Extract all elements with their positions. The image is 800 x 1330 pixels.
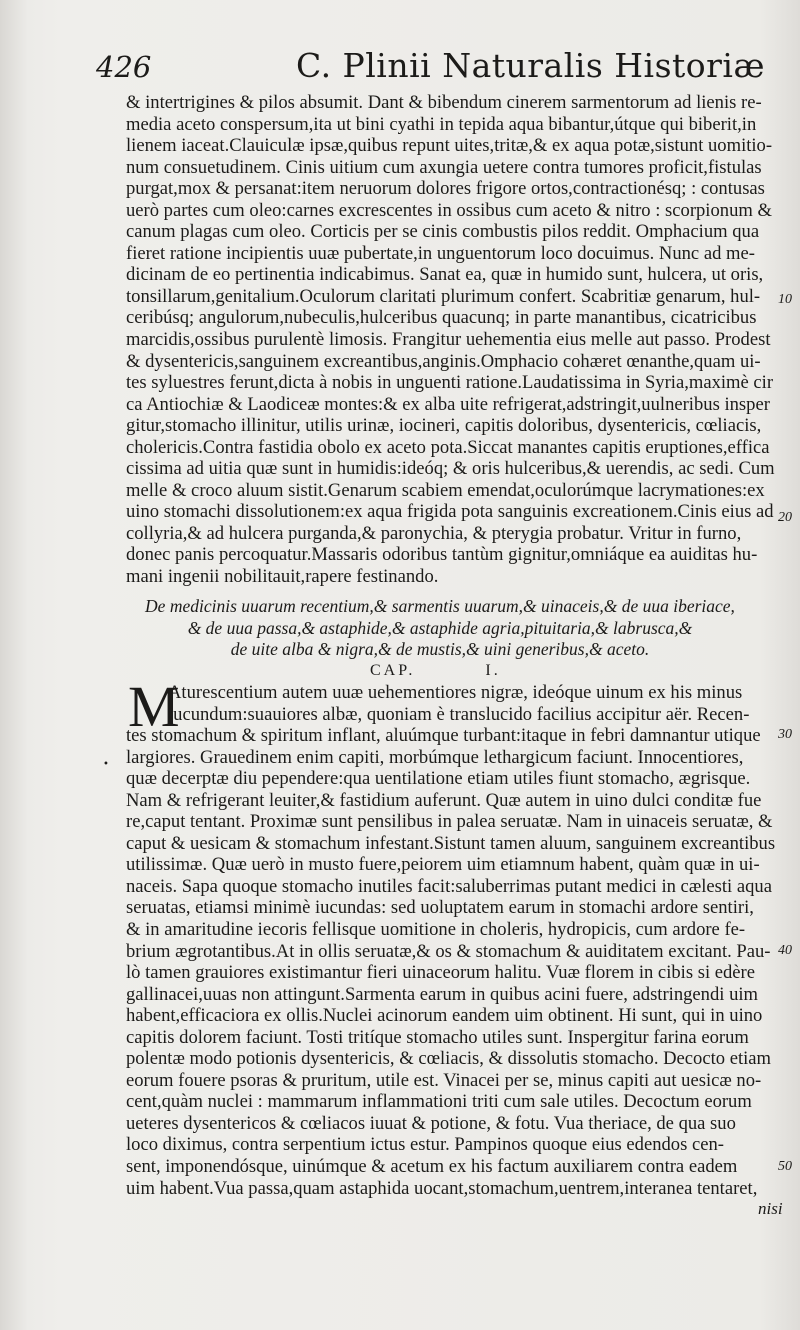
margin-line-number: 40 — [778, 943, 792, 958]
text-line: & intertrigines & pilos absumit. Dant & bibendum cinerem sarmentorum ad lienis re- — [126, 92, 762, 113]
margin-line-number: 10 — [778, 292, 792, 307]
margin-line-number: 30 — [778, 727, 792, 742]
text-line: marcidis,ossibus purulentè limosis. Frangitur uehementia eius melle aut passo. Prodest — [126, 329, 771, 351]
text-line: re,caput tentant. Proximæ sunt pensilibus in palea seruatæ. Nam in uinaceis seruatæ, & — [126, 811, 773, 833]
text-line: & dysentericis,sanguinem excreantibus,anginis.Omphacio cohæret œnanthe,quam ui- — [126, 350, 761, 372]
text-line: uim habent.Vua passa,quam astaphida uocant,stomachum,uentrem,interanea tentaret, — [126, 1177, 758, 1199]
text-line: num consuetudinem. Cinis uitium cum axungia uetere contra tumores proficit,fistulas — [126, 156, 762, 178]
text-line: loco diximus, contra serpentium ictus estur. Pampinos quoque eius edendos cen- — [126, 1134, 724, 1156]
text-line: Aturescentium autem uuæ uehementiores nigræ, ideóque uinum ex his minus — [168, 682, 743, 703]
text-line: naceis. Sapa quoque stomacho inutiles facit:saluberrimas putant medici in cælesti aqua — [126, 875, 772, 897]
text-line: habent,efficaciora ex ollis.Nuclei acinorum eandem uim obtinent. Hi sunt, qui in uino — [126, 1005, 763, 1027]
page-number: 426 — [96, 50, 152, 84]
text-line: brium ægrotantibus.At in ollis seruatæ,& os & stomachum & auiditatem excitant. Pau- — [126, 940, 771, 962]
text-line: gitur,stomacho illinitur, utilis urinæ, iocineri, capitis doloribus, dysentericis, cœliacis, — [126, 415, 762, 437]
text-line: eorum fouere psoras & pruritum, utile est. Vinacei per se, minus capiti aut uesicæ no- — [126, 1069, 762, 1091]
text-line: tes stomachum & spiritum inflant, aluúmque turbant:itaque in febri damnantur utique — [126, 725, 761, 747]
text-line: cholericis.Contra fastidia obolo ex aceto pota.Siccat manantes capitis eruptiones,effica — [126, 436, 770, 458]
margin-dot: • — [103, 759, 109, 770]
text-line: uino stomachi dissolutionem:ex aqua frigida pota sanguinis excreationem.Cinis eius ad — [126, 501, 774, 523]
margin-line-number: 20 — [778, 510, 792, 525]
text-line: uerò partes cum oleo:carnes excrescentes in ossibus cum aceto & nitro : scorpionum & — [126, 199, 772, 221]
text-line: & in amaritudine iecoris fellisque uomitione in choleris, hydropicis, cum ardore fe- — [126, 919, 746, 941]
text-line: Nam & refrigerant leuiter,& fastidium auferunt. Quæ autem in uino dulci conditæ fue — [126, 789, 762, 811]
text-line: melle & croco aluum sistit.Genarum scabiem emendat,oculorúmque lacrymationes:ex — [126, 479, 765, 501]
body-text — [126, 92, 778, 588]
text-line: lienem iaceat.Clauiculæ ipsæ,quibus repunt uites,tritæ,& ex aqua potæ,sistunt uomitio- — [126, 135, 773, 157]
text-line: capitis dolorem faciunt. Tosti tritíque stomacho utiles sunt. Inspergitur farina eorum — [126, 1026, 749, 1048]
text-line: iucundum:suauiores albæ, quoniam è translucido facilius accipitur aër. Recen- — [168, 703, 750, 725]
page-header — [96, 46, 776, 90]
cap-number: I. — [485, 662, 501, 679]
text-line: ceribúsq; angulorum,nubeculis,hulceribus quacunq; in parte manantibus, cicatricibus — [126, 307, 757, 329]
text-line: tes syluestres ferunt,dicta à nobis in unguenti ratione.Laudatissima in Syria,maximè cir — [126, 372, 774, 394]
text-line: ueteres dysentericos & cœliacos iuuat & potione, & fotu. Vua theriace, de qua suo — [126, 1112, 736, 1134]
text-line: media aceto conspersum,ita ut bini cyathi in tepida aqua bibantur,útque qui biberit,in — [126, 113, 757, 135]
text-line: largiores. Grauedinem enim capiti, morbúmque lethargicum faciunt. Innocentiores, — [126, 746, 744, 768]
text-line: gallinacei,uuas non attingunt.Sarmenta earum in quibus acini fuere, adstringendi uim — [126, 983, 759, 1005]
chapter-rubric — [110, 596, 770, 661]
text-line: sent, imponendósque, uinúmque & acetum ex his factum auxiliarem contra eadem — [126, 1156, 738, 1178]
text-line: ca Antiochiæ & Laodiceæ montes:& ex alba uite refrigerat,adstringit,uulneribus insper — [126, 393, 770, 415]
chapter-text — [126, 682, 778, 1199]
text-line: polentæ modo potionis dysentericis, & cœliacis, & dissolutis stomacho. Decocto etiam — [126, 1048, 772, 1070]
chapter-heading — [370, 662, 571, 680]
text-line: dicinam de eo pertinentia indicabimus. Sanat ea, quæ in humido sunt, hulcera, ut oris, — [126, 264, 764, 286]
cap-label: CAP. — [370, 662, 416, 679]
text-line: seruatas, etiamsi minimè iucundas: sed uoluptatem earum in stomachi ardore sentiri, — [126, 897, 754, 919]
text-line: tonsillarum,genitalium.Oculorum claritati plurimum confert. Scabritiæ genarum, hul- — [126, 285, 761, 307]
text-line: utilissimæ. Quæ uerò in musto fuere,peiorem uim etiamnum habent, quàm quæ in ui- — [126, 854, 760, 876]
drop-cap-initial: M — [128, 674, 180, 739]
text-line: lò tamen grauiores existimantur fieri uinaceorum halitu. Vuæ florem in cibis si edère — [126, 962, 756, 984]
text-line: caput & uesicam & stomachum infestant.Sistunt tamen aluum, sanguinem excreantibus — [126, 832, 776, 854]
text-line: cissima ad uitia quæ sunt in humidis:ideóq; & oris hulceribus,& uerendis, ac sedi. Cum — [126, 458, 775, 480]
margin-line-number: 50 — [778, 1159, 792, 1174]
running-title: C. Plinii Naturalis Historiæ — [296, 46, 766, 85]
rubric-line: & de uua passa,& astaphide,& astaphide agria,pituitaria,& labrusca,& — [187, 617, 693, 638]
text-line: donec panis percoquatur.Massaris odoribus tantùm gignitur,omniáque ea auiditas hu- — [126, 544, 758, 566]
text-line: canum plagas cum oleo. Corticis per se cinis combustis pilos reddit. Omphacium qua — [126, 221, 760, 243]
catchword: nisi — [758, 1199, 783, 1218]
text-line: cent,quàm nuclei : mammarum inflammationi triti cum sale utiles. Decoctum eorum — [126, 1091, 752, 1113]
text-line: collyria,& ad hulcera purganda,& paronychia, & pterygia probatur. Vritur in furno, — [126, 522, 742, 544]
text-line: fieret ratione incipientis uuæ pubertate,in unguentorum loco docuimus. Nunc ad me- — [126, 242, 755, 264]
rubric-line: De medicinis uuarum recentium,& sarmentis uuarum,& uinaceis,& de uua iberiace, — [145, 596, 735, 616]
text-line: quæ decerptæ diu pependere:qua uentilatione etiam utiles fiunt stomacho, ægrisque. — [126, 768, 751, 790]
rubric-line: de uite alba & nigra,& de mustis,& uini generibus,& aceto. — [230, 639, 650, 659]
text-line: purgat,mox & persanat:item neruorum dolores frigore ortos,contractionésq; : contusas — [126, 178, 765, 200]
text-line: mani ingenii nobilitauit,rapere festinando. — [126, 566, 439, 588]
